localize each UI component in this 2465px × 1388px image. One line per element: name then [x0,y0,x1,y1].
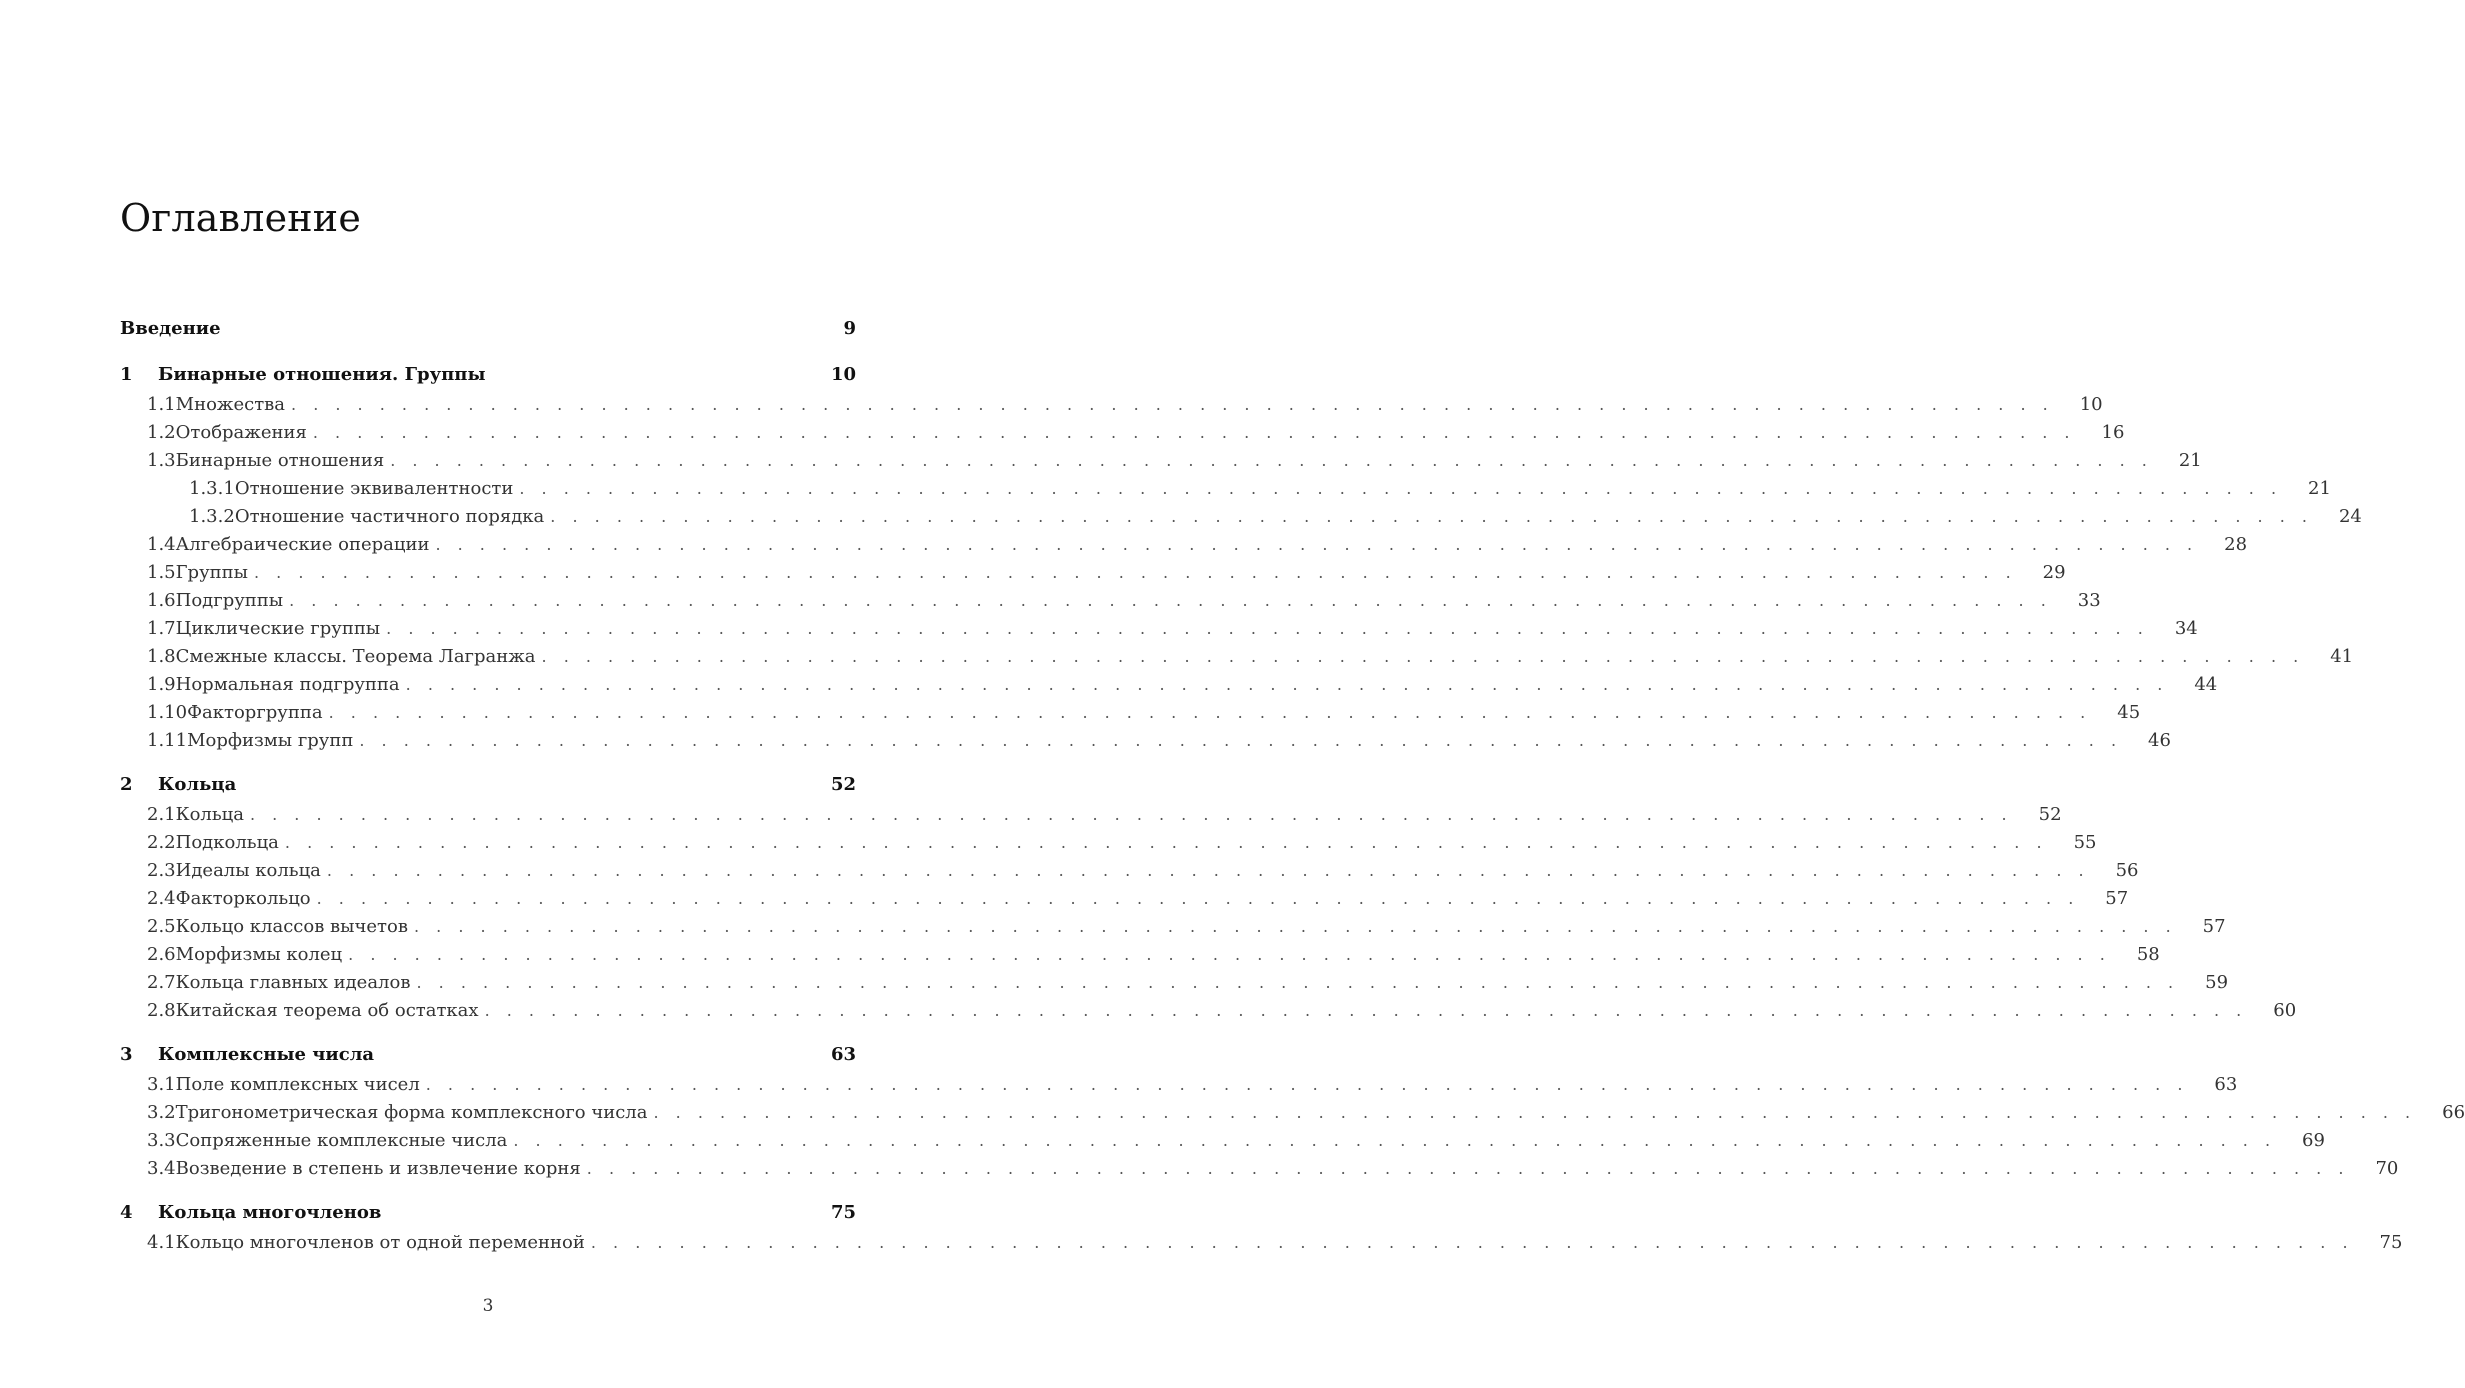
chapter-title: Бинарные отношения. Группы [158,364,486,385]
chapter-number: 4 [120,1202,133,1223]
toc-section[interactable] [120,534,2248,562]
section-title: Морфизмы колец [175,944,343,965]
section-page: 33 [2077,590,2101,611]
section-number: 2.5 [147,916,176,937]
section-title: Подгруппы [175,590,284,611]
dot-leader: . . . . . . . . . . . . . . . . . . . . . . . . . . . . . . . . . . . . . . . . . . . . . . . . . . . . . . . . . . . . . . . . . . . . . . . . . . . . . . . . [541,647,2305,666]
toc-section[interactable] [120,972,2229,1000]
section-number: 1.9 [147,674,176,695]
toc-section[interactable] [120,646,2354,674]
toc-section[interactable] [120,730,2171,758]
chapter-page: 63 [830,1044,856,1065]
toc-section[interactable] [120,888,2129,916]
toc-subsection[interactable] [120,506,2362,534]
dot-leader: . . . . . . . . . . . . . . . . . . . . . . . . . . . . . . . . . . . . . . . . . . . . . . . . . . . . . . . . . . . . . . . . . . . . . . . . . . . . . . . . [425,1075,2189,1094]
dot-leader: . . . . . . . . . . . . . . . . . . . . . . . . . . . . . . . . . . . . . . . . . . . . . . . . . . . . . . . . . . . . . . . . . . . . . . . . . . . . . . . . [390,451,2153,470]
section-title: Тригонометрическая форма комплексного числа [175,1102,648,1123]
section-number: 2.8 [147,1000,176,1021]
section-number: 1.3 [147,450,176,471]
section-page: 66 [2442,1102,2465,1123]
toc-chapter [120,1202,2403,1260]
section-page: 57 [2202,916,2226,937]
toc-section[interactable] [120,860,2139,888]
section-number: 3.2 [147,1102,176,1123]
section-title: Кольцо многочленов от одной переменной [175,1232,585,1253]
section-page: 75 [2379,1232,2403,1253]
chapter-title: Кольца [158,774,237,795]
section-page: 21 [2308,478,2331,499]
section-title: Алгебраические операции [175,534,430,555]
section-number: 1.7 [147,618,176,639]
section-title: Отношение эквивалентности [234,478,514,499]
section-number: 1.3.2 [189,506,235,527]
section-page: 41 [2330,646,2354,667]
toc-subsection[interactable] [120,478,2331,506]
section-page: 21 [2178,450,2202,471]
section-title: Подкольца [175,832,279,853]
toc-section[interactable] [120,590,2101,618]
dot-leader: . . . . . . . . . . . . . . . . . . . . . . . . . . . . . . . . . . . . . . . . . . . . . . . . . . . . . . . . . . . . . . . . . . . . . . . . . . . . . . . . [326,861,2090,880]
toc-section[interactable] [120,618,2198,646]
section-title: Кольца [175,804,244,825]
section-title: Смежные классы. Теорема Лагранжа [175,646,536,667]
chapter-number: 2 [120,774,133,795]
section-page: 58 [2136,944,2160,965]
section-title: Поле комплексных чисел [175,1074,420,1095]
section-title: Кольцо классов вычетов [175,916,408,937]
toc-section[interactable] [120,1158,2399,1186]
dot-leader: . . . . . . . . . . . . . . . . . . . . . . . . . . . . . . . . . . . . . . . . . . . . . . . . . . . . . . . . . . . . . . . . . . . . . . . . . . . . . . . . [435,535,2199,554]
section-title: Отношение частичного порядка [234,506,545,527]
dot-leader: . . . . . . . . . . . . . . . . . . . . . . . . . . . . . . . . . . . . . . . . . . . . . . . . . . . . . . . . . . . . . . . . . . . . . . . . . . . . . . . . [312,423,2076,442]
dot-leader: . . . . . . . . . . . . . . . . . . . . . . . . . . . . . . . . . . . . . . . . . . . . . . . . . . . . . . . . . . . . . . . . . . . . . . . . . . . . . . . . [653,1103,2417,1122]
toc-chapter-heading[interactable] [120,1202,856,1232]
section-title: Нормальная подгруппа [175,674,400,695]
section-page: 10 [2079,394,2103,415]
dot-leader: . . . . . . . . . . . . . . . . . . . . . . . . . . . . . . . . . . . . . . . . . . . . . . . . . . . . . . . . . . . . . . . . . . . . . . . . . . . . . . . . [550,507,2313,526]
dot-leader: . . . . . . . . . . . . . . . . . . . . . . . . . . . . . . . . . . . . . . . . . . . . . . . . . . . . . . . . . . . . . . . . . . . . . . . . . . . . . . . . [519,479,2283,498]
toc-introduction[interactable] [120,318,856,348]
toc-section[interactable] [120,702,2141,730]
section-number: 1.2 [147,422,176,443]
toc-chapter-heading[interactable] [120,1044,856,1074]
section-page: 70 [2375,1158,2399,1179]
section-title: Группы [175,562,248,583]
section-number: 1.5 [147,562,176,583]
section-number: 4.1 [147,1232,176,1253]
section-number: 1.8 [147,646,176,667]
section-page: 55 [2073,832,2097,853]
toc-chapter-heading[interactable] [120,774,856,804]
page-title: Оглавление [120,196,362,240]
dot-leader: . . . . . . . . . . . . . . . . . . . . . . . . . . . . . . . . . . . . . . . . . . . . . . . . . . . . . . . . . . . . . . . . . . . . . . . . . . . . . . . . [249,805,2013,824]
section-number: 1.6 [147,590,176,611]
dot-leader: . . . . . . . . . . . . . . . . . . . . . . . . . . . . . . . . . . . . . . . . . . . . . . . . . . . . . . . . . . . . . . . . . . . . . . . . . . . . . . . . [513,1131,2277,1150]
section-number: 3.1 [147,1074,176,1095]
section-number: 2.3 [147,860,176,881]
toc-section[interactable] [120,1074,2238,1102]
section-title: Идеалы кольца [175,860,321,881]
section-title: Морфизмы групп [187,730,354,751]
toc-chapter [120,774,2297,1028]
section-title: Отображения [175,422,307,443]
section-number: 2.2 [147,832,176,853]
toc-section[interactable] [120,422,2125,450]
toc-section[interactable] [120,562,2066,590]
section-title: Факторкольцо [175,888,311,909]
chapter-page: 75 [830,1202,856,1223]
section-page: 46 [2148,730,2171,751]
dot-leader: . . . . . . . . . . . . . . . . . . . . . . . . . . . . . . . . . . . . . . . . . . . . . . . . . . . . . . . . . . . . . . . . . . . . . . . . . . . . . . . . [289,591,2052,610]
section-page: 57 [2105,888,2129,909]
section-title: Множества [175,394,286,415]
section-title: Возведение в степень и извлечение корня [175,1158,581,1179]
chapter-page: 52 [830,774,856,795]
toc-section[interactable] [120,394,2103,422]
section-page: 29 [2042,562,2066,583]
page-number: 3 [482,1296,494,1316]
chapter-page: 10 [830,364,856,385]
dot-leader: . . . . . . . . . . . . . . . . . . . . . . . . . . . . . . . . . . . . . . . . . . . . . . . . . . . . . . . . . . . . . . . . . . . . . . . . . . . . . . . . [284,833,2048,852]
section-page: 45 [2117,702,2141,723]
dot-leader: . . . . . . . . . . . . . . . . . . . . . . . . . . . . . . . . . . . . . . . . . . . . . . . . . . . . . . . . . . . . . . . . . . . . . . . . . . . . . . . . [254,563,2017,582]
toc-section[interactable] [120,832,2097,860]
section-page: 56 [2115,860,2139,881]
dot-leader: . . . . . . . . . . . . . . . . . . . . . . . . . . . . . . . . . . . . . . . . . . . . . . . . . . . . . . . . . . . . . . . . . . . . . . . . . . . . . . . . [590,1233,2354,1252]
section-page: 60 [2273,1000,2297,1021]
toc-section[interactable] [120,1000,2297,1028]
section-number: 2.6 [147,944,176,965]
toc-section[interactable] [120,916,2226,944]
dot-leader: . . . . . . . . . . . . . . . . . . . . . . . . . . . . . . . . . . . . . . . . . . . . . . . . . . . . . . . . . . . . . . . . . . . . . . . . . . . . . . . . [359,731,2123,750]
chapter-title: Комплексные числа [158,1044,375,1065]
section-number: 1.11 [147,730,188,751]
section-number: 2.7 [147,972,176,993]
toc-section[interactable] [120,674,2218,702]
section-number: 2.1 [147,804,176,825]
toc-chapter [120,1044,2465,1186]
section-page: 24 [2338,506,2362,527]
toc-section[interactable] [120,1102,2465,1130]
toc-chapter [120,364,2362,758]
section-page: 69 [2302,1130,2325,1151]
section-page: 34 [2174,618,2198,639]
chapter-list [120,364,2465,1260]
chapter-number: 1 [120,364,133,385]
section-number: 1.4 [147,534,176,555]
chapter-number: 3 [120,1044,133,1065]
table-of-contents [120,318,2465,1260]
section-number: 3.4 [147,1158,176,1179]
section-page: 28 [2224,534,2248,555]
section-title: Сопряженные комплексные числа [175,1130,508,1151]
dot-leader: . . . . . . . . . . . . . . . . . . . . . . . . . . . . . . . . . . . . . . . . . . . . . . . . . . . . . . . . . . . . . . . . . . . . . . . . . . . . . . . . [348,945,2111,964]
dot-leader: . . . . . . . . . . . . . . . . . . . . . . . . . . . . . . . . . . . . . . . . . . . . . . . . . . . . . . . . . . . . . . . . . . . . . . . . . . . . . . . . [416,973,2180,992]
toc-section[interactable] [120,1232,2403,1260]
introduction-title: Введение [120,318,221,339]
section-page: 52 [2038,804,2062,825]
dot-leader: . . . . . . . . . . . . . . . . . . . . . . . . . . . . . . . . . . . . . . . . . . . . . . . . . . . . . . . . . . . . . . . . . . . . . . . . . . . . . . . . [328,703,2092,722]
dot-leader: . . . . . . . . . . . . . . . . . . . . . . . . . . . . . . . . . . . . . . . . . . . . . . . . . . . . . . . . . . . . . . . . . . . . . . . . . . . . . . . . [386,619,2149,638]
section-page: 63 [2214,1074,2238,1095]
toc-section[interactable] [120,944,2160,972]
section-page: 59 [2205,972,2229,993]
toc-section[interactable] [120,450,2202,478]
toc-section[interactable] [120,804,2062,832]
section-number: 3.3 [147,1130,176,1151]
section-title: Китайская теорема об остатках [175,1000,479,1021]
toc-chapter-heading[interactable] [120,364,856,394]
dot-leader: . . . . . . . . . . . . . . . . . . . . . . . . . . . . . . . . . . . . . . . . . . . . . . . . . . . . . . . . . . . . . . . . . . . . . . . . . . . . . . . . [484,1001,2248,1020]
toc-section[interactable] [120,1130,2325,1158]
section-page: 16 [2101,422,2125,443]
introduction-page: 9 [843,318,856,339]
section-title: Циклические группы [175,618,381,639]
section-number: 2.4 [147,888,176,909]
dot-leader: . . . . . . . . . . . . . . . . . . . . . . . . . . . . . . . . . . . . . . . . . . . . . . . . . . . . . . . . . . . . . . . . . . . . . . . . . . . . . . . . [586,1159,2350,1178]
section-title: Факторгруппа [187,702,323,723]
section-number: 1.1 [147,394,176,415]
dot-leader: . . . . . . . . . . . . . . . . . . . . . . . . . . . . . . . . . . . . . . . . . . . . . . . . . . . . . . . . . . . . . . . . . . . . . . . . . . . . . . . . [291,395,2054,414]
section-title: Бинарные отношения [175,450,385,471]
dot-leader: . . . . . . . . . . . . . . . . . . . . . . . . . . . . . . . . . . . . . . . . . . . . . . . . . . . . . . . . . . . . . . . . . . . . . . . . . . . . . . . . [316,889,2080,908]
dot-leader: . . . . . . . . . . . . . . . . . . . . . . . . . . . . . . . . . . . . . . . . . . . . . . . . . . . . . . . . . . . . . . . . . . . . . . . . . . . . . . . . [414,917,2177,936]
chapter-title: Кольца многочленов [158,1202,382,1223]
section-title: Кольца главных идеалов [175,972,411,993]
section-number: 1.10 [147,702,188,723]
section-page: 44 [2194,674,2218,695]
dot-leader: . . . . . . . . . . . . . . . . . . . . . . . . . . . . . . . . . . . . . . . . . . . . . . . . . . . . . . . . . . . . . . . . . . . . . . . . . . . . . . . . [405,675,2169,694]
section-number: 1.3.1 [189,478,235,499]
